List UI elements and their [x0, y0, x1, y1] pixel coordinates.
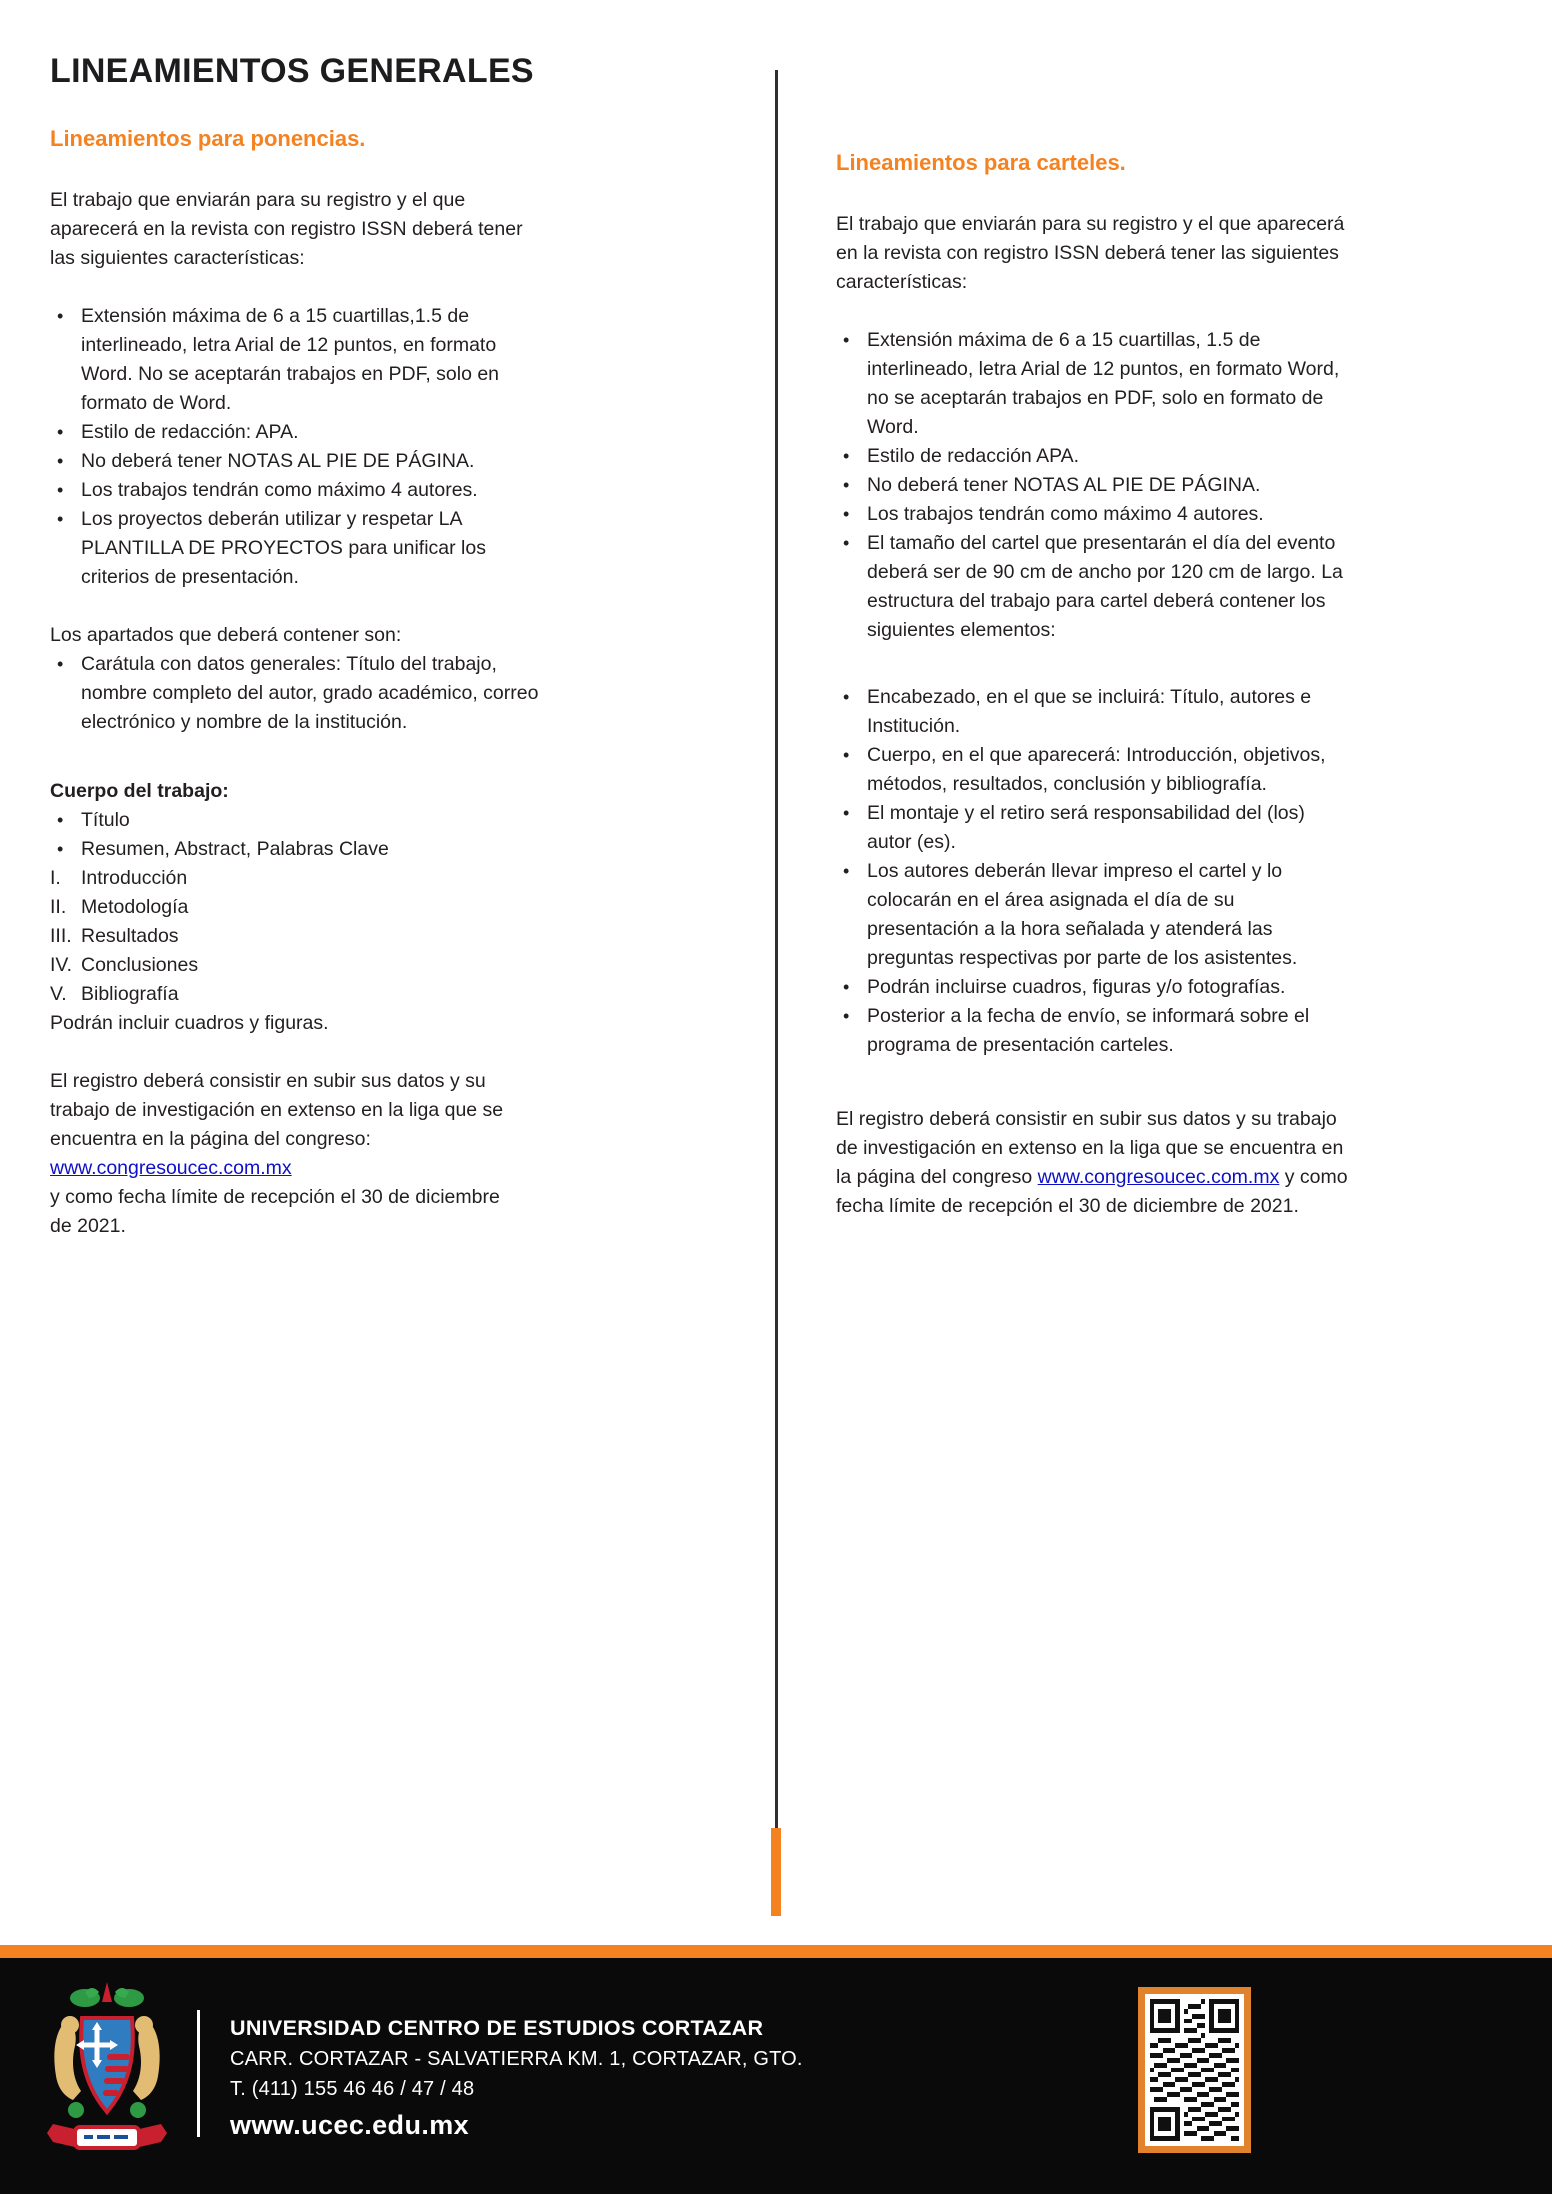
university-crest-logo [45, 1982, 169, 2160]
ponencias-heading: Lineamientos para ponencias. [50, 126, 366, 151]
column-divider-orange-tip [771, 1828, 781, 1916]
qr-code [1138, 1987, 1251, 2153]
footer-university-name: UNIVERSIDAD CENTRO DE ESTUDIOS CORTAZAR [230, 2016, 764, 2040]
cuerpo-heading: Cuerpo del trabajo: [50, 780, 229, 802]
ponencias-bullet-list [50, 302, 547, 592]
bullet-item: • El montaje y el retiro será responsabilidad del (los) autor (es). [836, 799, 1348, 857]
column-carteles [836, 150, 1348, 1221]
crest-motto-marks [84, 2135, 128, 2139]
roman-item [50, 864, 547, 893]
bullet-item: • Extensión máxima de 6 a 15 cuartillas, 1.5 de interlineado, letra Arial de 12 puntos, en formato Word, no se aceptarán trabajos en PDF, solo en formato de Word. [836, 326, 1348, 442]
ponencias-intro: El trabajo que enviarán para su registro y el que aparecerá en la revista con registro ISSN deberá tener las siguientes características: [50, 189, 523, 269]
roman-text: Introducción [81, 867, 188, 889]
apartados-label: Los apartados que deberá contener son: [50, 624, 402, 646]
bullet-item: • Carátula con datos generales: Título del trabajo, nombre completo del autor, grado académico, correo electrónico y nombre de la institución. [50, 650, 547, 737]
bullet-item: • Resumen, Abstract, Palabras Clave [50, 835, 547, 864]
roman-item [50, 951, 547, 980]
roman-text: Bibliografía [81, 983, 179, 1005]
roman-item [50, 922, 547, 951]
bullet-item: • Estilo de redacción APA. [836, 442, 1348, 471]
roman-list [50, 864, 547, 1009]
registro-outro-text: y como fecha límite de recepción el 30 de diciembre de 2021. [50, 1186, 500, 1237]
apartados-bullet-list [50, 650, 547, 737]
roman-numeral: II. [50, 896, 67, 918]
roman-numeral: I. [50, 867, 61, 889]
bullet-item: • Extensión máxima de 6 a 15 cuartillas,1.5 de interlineado, letra Arial de 12 puntos, en formato Word. No se aceptarán trabajos en PDF, solo en formato de Word. [50, 302, 547, 418]
bullet-item: • Estilo de redacción: APA. [50, 418, 547, 447]
page-title: LINEAMIENTOS GENERALES [50, 52, 534, 90]
qr-code-modules [1150, 1999, 1239, 2141]
carteles-heading: Lineamientos para carteles. [836, 150, 1126, 175]
footer-divider [197, 2010, 200, 2137]
cuerpo-bullet-list [50, 806, 547, 864]
closing-post-text: y como fecha límite de recepción el 30 de diciembre de 2021. [836, 1166, 1348, 1217]
bullet-item: • Los trabajos tendrán como máximo 4 autores. [836, 500, 1348, 529]
roman-item [50, 893, 547, 922]
congress-link[interactable]: www.congresoucec.com.mx [1037, 1166, 1280, 1188]
roman-item [50, 980, 547, 1009]
roman-text: Conclusiones [81, 954, 199, 976]
roman-numeral: V. [50, 983, 67, 1005]
bullet-item: • Los proyectos deberán utilizar y respetar LA PLANTILLA DE PROYECTOS para unificar los criterios de presentación. [50, 505, 547, 592]
roman-text: Metodología [81, 896, 189, 918]
registro-intro-text: El registro deberá consistir en subir sus datos y su trabajo de investigación en extenso en la liga que se encuentra en la página del congreso: [50, 1070, 504, 1150]
column-ponencias [50, 126, 547, 1241]
footer-website: www.ucec.edu.mx [230, 2110, 470, 2140]
column-divider-line [775, 70, 778, 1828]
carteles-closing-paragraph [836, 1105, 1348, 1221]
bullet-item: • Los autores deberán llevar impreso el cartel y lo colocarán en el área asignada el día de su presentación a la hora señalada y atenderá las preguntas respectivas por parte de los asistentes. [836, 857, 1348, 973]
bullet-item: • No deberá tener NOTAS AL PIE DE PÁGINA. [50, 447, 547, 476]
footer [0, 1958, 1552, 2194]
cuadros-line: Podrán incluir cuadros y figuras. [50, 1012, 329, 1034]
bullet-item: • Título [50, 806, 547, 835]
footer-phone: T. (411) 155 46 46 / 47 / 48 [230, 2078, 475, 2100]
bullet-item: • El tamaño del cartel que presentarán el día del evento deberá ser de 90 cm de ancho por 120 cm de largo. La estructura del trabajo para cartel deberá contener los siguientes elementos: [836, 529, 1348, 645]
carteles-bullet-list-2 [836, 683, 1348, 1060]
congress-link[interactable]: www.congresoucec.com.mx [50, 1157, 292, 1179]
registro-paragraph [50, 1067, 547, 1241]
closing-pre-text: El registro deberá consistir en subir sus datos y su trabajo de investigación en extenso en la liga que se encuentra en la página del congreso [836, 1108, 1344, 1188]
carteles-bullet-list-1 [836, 326, 1348, 645]
roman-numeral: IV. [50, 954, 73, 976]
bullet-item: • Cuerpo, en el que aparecerá: Introducción, objetivos, métodos, resultados, conclusión y bibliografía. [836, 741, 1348, 799]
footer-contact-block [230, 2016, 803, 2141]
carteles-intro: El trabajo que enviarán para su registro y el que aparecerá en la revista con registro ISSN deberá tener las siguientes características: [836, 213, 1345, 293]
bullet-item: • Posterior a la fecha de envío, se informará sobre el programa de presentación carteles. [836, 1002, 1348, 1060]
footer-address: CARR. CORTAZAR - SALVATIERRA KM. 1, CORTAZAR, GTO. [230, 2048, 803, 2070]
bullet-item: • Los trabajos tendrán como máximo 4 autores. [50, 476, 547, 505]
bullet-item: • Podrán incluirse cuadros, figuras y/o fotografías. [836, 973, 1348, 1002]
footer-top-orange-bar [0, 1945, 1552, 1958]
bullet-item: • Encabezado, en el que se incluirá: Título, autores e Institución. [836, 683, 1348, 741]
bullet-item: • No deberá tener NOTAS AL PIE DE PÁGINA. [836, 471, 1348, 500]
roman-numeral: III. [50, 925, 72, 947]
roman-text: Resultados [81, 925, 179, 947]
